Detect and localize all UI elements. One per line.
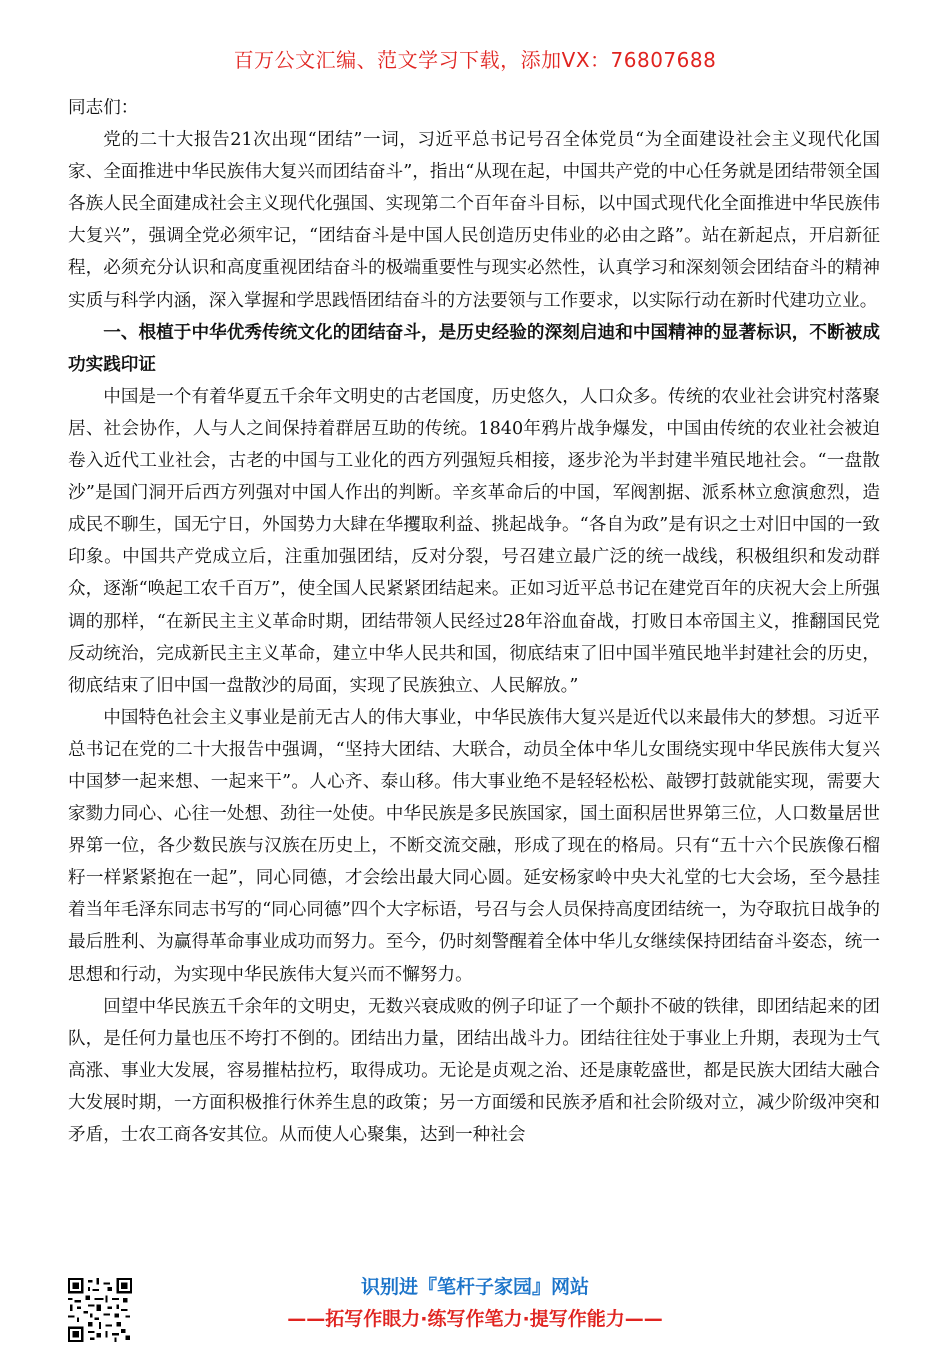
document-body: [68, 92, 880, 1151]
footer-slogan: ——拓写作眼力·练写作笔力·提写作能力——: [287, 1308, 663, 1330]
paragraph-socialism: 中国特色社会主义事业是前无古人的伟大事业，中华民族伟大复兴是近代以来最伟大的梦想。习近平总书记在党的二十大报告中强调，“坚持大团结、大联合，动员全体中华儿女围绕实现中华民族伟大复兴中国梦一起来想、一起来干”。人心齐、泰山移。伟大事业绝不是轻轻松松、敲锣打鼓就能实现，需要大家勠力同心、心往一处想、劲往一处使。中华民族是多民族国家，国土面积居世界第三位，人口数量居世界第一位，各少数民族与汉族在历史上，不断交流交融，形成了现在的格局。只有“五十六个民族像石榴籽一样紧紧抱在一起”，同心同德，才会绘出最大同心圆。延安杨家岭中央大礼堂的七大会场，至今悬挂着当年毛泽东同志书写的“同心同德”四个大字标语，号召与会人员保持高度团结统一，为夺取抗日战争的最后胜利、为赢得革命事业成功而努力。至今，仍时刻警醒着全体中华儿女继续保持团结奋斗姿态，统一思想和行动，为实现中华民族伟大复兴而不懈努力。: [68, 707, 880, 985]
section-heading-1: 一、根植于中华优秀传统文化的团结奋斗，是历史经验的深刻启迪和中国精神的显著标识，不断被成功实践印证: [68, 322, 880, 375]
salutation: 同志们：: [68, 98, 139, 118]
paragraph-history: 中国是一个有着华夏五千余年文明史的古老国度，历史悠久，人口众多。传统的农业社会讲究村落聚居、社会协作，人与人之间保持着群居互助的传统。1840年鸦片战争爆发，中国由传统的农业社会被迫卷入近代工业社会，古老的中国与工业化的西方列强短兵相接，逐步沦为半封建半殖民地社会。“一盘散沙”是国门洞开后西方列强对中国人作出的判断。辛亥革命后的中国，军阀割据、派系林立愈演愈烈，造成民不聊生，国无宁日，外国势力大肆在华攫取利益、挑起战争。“各自为政”是有识之士对旧中国的一致印象。中国共产党成立后，注重加强团结，反对分裂，号召建立最广泛的统一战线，积极组织和发动群众，逐渐“唤起工农千百万”，使全国人民紧紧团结起来。正如习近平总书记在建党百年的庆祝大会上所强调的那样，“在新民主主义革命时期，团结带领人民经过28年浴血奋战，打败日本帝国主义，推翻国民党反动统治，完成新民主主义革命，建立中华人民共和国，彻底结束了旧中国半殖民地半封建社会的历史，彻底结束了旧中国一盘散沙的局面，实现了民族独立、人民解放。”: [68, 386, 880, 696]
header-banner: 百万公文汇编、范文学习下载，添加VX：76807688: [233, 48, 717, 72]
footer-site-line: 识别进『笔杆子家园』网站: [360, 1276, 589, 1298]
paragraph-intro: 党的二十大报告21次出现“团结”一词，习近平总书记号召全体党员“为全面建设社会主义现代化国家、全面推进中华民族伟大复兴而团结奋斗”，指出“从现在起，中国共产党的中心任务就是团结带领全国各族人民全面建成社会主义现代化强国、实现第二个百年奋斗目标，以中国式现代化全面推进中华民族伟大复兴”，强调全党必须牢记，“团结奋斗是中国人民创造历史伟业的必由之路”。站在新起点，开启新征程，必须充分认识和高度重视团结奋斗的极端重要性与现实必然性，认真学习和深刻领会团结奋斗的精神实质与科学内涵，深入掌握和学思践悟团结奋斗的方法要领与工作要求，以实际行动在新时代建功立业。: [68, 130, 880, 311]
paragraph-retrospect: 回望中华民族五千余年的文明史，无数兴衰成败的例子印证了一个颠扑不破的铁律，即团结起来的团队，是任何力量也压不垮打不倒的。团结出力量，团结出战斗力。团结往往处于事业上升期，表现为士气高涨、事业大发展，容易摧枯拉朽，取得成功。无论是贞观之治、还是康乾盛世，都是民族大团结大融合大发展时期，一方面积极推行休养生息的政策；另一方面缓和民族矛盾和社会阶级对立，减少阶级冲突和矛盾，士农工商各安其位。从而使人心聚集，达到一种社会: [68, 996, 880, 1145]
